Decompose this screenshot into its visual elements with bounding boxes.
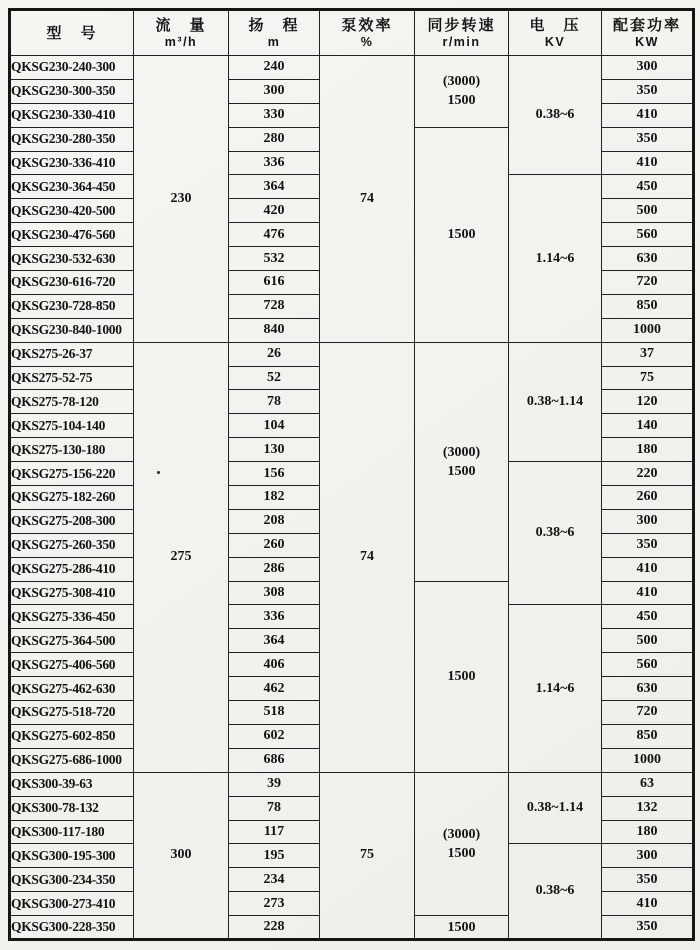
model-cell: QKSG300-234-350 xyxy=(10,868,134,892)
speed-value: (3000) xyxy=(442,74,481,90)
scan-speckle-dot xyxy=(157,471,160,474)
head-cell: 240 xyxy=(229,56,320,80)
header-speed-unit: r/min xyxy=(442,35,481,49)
head-cell: 78 xyxy=(229,796,320,820)
power-cell: 720 xyxy=(602,701,694,725)
model-cell: QKS275-52-75 xyxy=(10,366,134,390)
model-cell: QKS275-104-140 xyxy=(10,414,134,438)
head-cell: 406 xyxy=(229,653,320,677)
speed-value: 1500 xyxy=(447,669,476,685)
model-cell: QKSG275-208-300 xyxy=(10,509,134,533)
model-cell: QKSG275-260-350 xyxy=(10,533,134,557)
power-cell: 630 xyxy=(602,677,694,701)
power-cell: 720 xyxy=(602,271,694,295)
power-cell: 850 xyxy=(602,724,694,748)
speed-value: (3000) xyxy=(442,444,481,460)
header-power xyxy=(602,10,694,56)
head-cell: 616 xyxy=(229,271,320,295)
speed-cell xyxy=(415,581,509,772)
head-cell: 39 xyxy=(229,772,320,796)
speed-cell xyxy=(415,772,509,915)
power-cell: 37 xyxy=(602,342,694,366)
table-header xyxy=(10,10,694,56)
power-cell: 350 xyxy=(602,127,694,151)
voltage-cell: 1.14~6 xyxy=(509,175,602,342)
model-cell: QKS300-117-180 xyxy=(10,820,134,844)
head-cell: 78 xyxy=(229,390,320,414)
model-cell: QKSG275-336-450 xyxy=(10,605,134,629)
head-cell: 234 xyxy=(229,868,320,892)
speed-cell xyxy=(415,342,509,581)
head-cell: 300 xyxy=(229,79,320,103)
model-cell: QKS275-130-180 xyxy=(10,438,134,462)
header-power-unit: KW xyxy=(635,35,659,49)
header-flow-unit: m³/h xyxy=(164,35,198,49)
power-cell: 1000 xyxy=(602,748,694,772)
model-cell: QKSG230-364-450 xyxy=(10,175,134,199)
head-cell: 532 xyxy=(229,247,320,271)
header-voltage-label: 电 压 xyxy=(529,17,581,34)
speed-value: 1500 xyxy=(447,919,476,935)
speed-value: 1500 xyxy=(447,93,476,109)
model-cell: QKSG300-228-350 xyxy=(10,916,134,940)
model-cell: QKSG275-406-560 xyxy=(10,653,134,677)
power-cell: 850 xyxy=(602,294,694,318)
head-cell: 260 xyxy=(229,533,320,557)
power-cell: 63 xyxy=(602,772,694,796)
efficiency-cell: 74 xyxy=(320,342,415,772)
power-cell: 450 xyxy=(602,175,694,199)
power-cell: 450 xyxy=(602,605,694,629)
header-voltage-unit: KV xyxy=(544,35,566,49)
header-efficiency-unit: % xyxy=(360,35,374,49)
model-cell: QKSG230-300-350 xyxy=(10,79,134,103)
table-row xyxy=(10,772,694,796)
power-cell: 410 xyxy=(602,103,694,127)
model-cell: QKSG230-476-560 xyxy=(10,223,134,247)
model-cell: QKSG275-308-410 xyxy=(10,581,134,605)
model-cell: QKS275-26-37 xyxy=(10,342,134,366)
model-cell: QKSG275-182-260 xyxy=(10,486,134,510)
model-cell: QKSG230-336-410 xyxy=(10,151,134,175)
voltage-cell: 0.38~6 xyxy=(509,56,602,175)
header-head xyxy=(229,10,320,56)
head-cell: 26 xyxy=(229,342,320,366)
head-cell: 602 xyxy=(229,724,320,748)
power-cell: 410 xyxy=(602,151,694,175)
power-cell: 350 xyxy=(602,916,694,940)
table-row xyxy=(10,342,694,366)
header-flow-label: 流 量 xyxy=(155,17,207,34)
power-cell: 300 xyxy=(602,509,694,533)
voltage-cell: 0.38~1.14 xyxy=(509,772,602,844)
head-cell: 518 xyxy=(229,701,320,725)
model-cell: QKSG230-532-630 xyxy=(10,247,134,271)
head-cell: 104 xyxy=(229,414,320,438)
flow-cell: 275 xyxy=(134,342,229,772)
header-voltage xyxy=(509,10,602,56)
model-cell: QKSG275-156-220 xyxy=(10,462,134,486)
voltage-cell: 0.38~6 xyxy=(509,462,602,605)
head-cell: 686 xyxy=(229,748,320,772)
power-cell: 500 xyxy=(602,629,694,653)
speed-cell xyxy=(415,127,509,342)
power-cell: 140 xyxy=(602,414,694,438)
voltage-cell: 0.38~6 xyxy=(509,844,602,940)
speed-value: 1500 xyxy=(447,463,476,479)
power-cell: 260 xyxy=(602,486,694,510)
power-cell: 75 xyxy=(602,366,694,390)
head-cell: 476 xyxy=(229,223,320,247)
power-cell: 560 xyxy=(602,653,694,677)
model-cell: QKSG300-273-410 xyxy=(10,892,134,916)
head-cell: 462 xyxy=(229,677,320,701)
header-speed xyxy=(415,10,509,56)
head-cell: 840 xyxy=(229,318,320,342)
model-cell: QKSG275-686-1000 xyxy=(10,748,134,772)
head-cell: 336 xyxy=(229,605,320,629)
model-cell: QKSG230-616-720 xyxy=(10,271,134,295)
head-cell: 208 xyxy=(229,509,320,533)
model-cell: QKSG275-364-500 xyxy=(10,629,134,653)
model-cell: QKSG275-462-630 xyxy=(10,677,134,701)
flow-cell: 230 xyxy=(134,56,229,343)
model-cell: QKSG230-240-300 xyxy=(10,56,134,80)
model-cell: QKSG230-420-500 xyxy=(10,199,134,223)
head-cell: 336 xyxy=(229,151,320,175)
power-cell: 1000 xyxy=(602,318,694,342)
model-cell: QKS275-78-120 xyxy=(10,390,134,414)
header-model xyxy=(10,10,134,56)
head-cell: 330 xyxy=(229,103,320,127)
power-cell: 180 xyxy=(602,820,694,844)
header-flow xyxy=(134,10,229,56)
power-cell: 220 xyxy=(602,462,694,486)
head-cell: 195 xyxy=(229,844,320,868)
header-efficiency xyxy=(320,10,415,56)
power-cell: 300 xyxy=(602,844,694,868)
voltage-cell: 0.38~1.14 xyxy=(509,342,602,461)
header-power-label: 配套功率 xyxy=(612,17,681,34)
speed-value: 1500 xyxy=(447,845,476,861)
model-cell: QKSG230-840-1000 xyxy=(10,318,134,342)
efficiency-cell: 75 xyxy=(320,772,415,939)
head-cell: 364 xyxy=(229,175,320,199)
head-cell: 728 xyxy=(229,294,320,318)
table-body xyxy=(10,56,694,940)
power-cell: 500 xyxy=(602,199,694,223)
head-cell: 286 xyxy=(229,557,320,581)
model-cell: QKSG275-286-410 xyxy=(10,557,134,581)
head-cell: 420 xyxy=(229,199,320,223)
header-head-unit: m xyxy=(267,35,281,49)
model-cell: QKS300-39-63 xyxy=(10,772,134,796)
head-cell: 117 xyxy=(229,820,320,844)
model-cell: QKSG275-518-720 xyxy=(10,701,134,725)
pump-spec-table xyxy=(8,8,695,941)
power-cell: 350 xyxy=(602,533,694,557)
power-cell: 180 xyxy=(602,438,694,462)
model-cell: QKSG230-728-850 xyxy=(10,294,134,318)
head-cell: 228 xyxy=(229,916,320,940)
head-cell: 280 xyxy=(229,127,320,151)
power-cell: 410 xyxy=(602,892,694,916)
head-cell: 273 xyxy=(229,892,320,916)
power-cell: 630 xyxy=(602,247,694,271)
power-cell: 410 xyxy=(602,581,694,605)
power-cell: 350 xyxy=(602,868,694,892)
power-cell: 410 xyxy=(602,557,694,581)
head-cell: 308 xyxy=(229,581,320,605)
power-cell: 132 xyxy=(602,796,694,820)
speed-value: (3000) xyxy=(442,826,481,842)
model-cell: QKS300-78-132 xyxy=(10,796,134,820)
model-cell: QKSG300-195-300 xyxy=(10,844,134,868)
header-head-label: 扬 程 xyxy=(248,17,300,34)
power-cell: 120 xyxy=(602,390,694,414)
power-cell: 300 xyxy=(602,56,694,80)
speed-value: 1500 xyxy=(447,227,476,243)
power-cell: 560 xyxy=(602,223,694,247)
efficiency-cell: 74 xyxy=(320,56,415,343)
speed-cell xyxy=(415,56,509,128)
header-efficiency-label: 泵效率 xyxy=(341,17,393,34)
flow-cell: 300 xyxy=(134,772,229,939)
header-model-label: 型 号 xyxy=(46,24,98,42)
model-cell: QKSG230-330-410 xyxy=(10,103,134,127)
header-row xyxy=(10,10,694,56)
head-cell: 156 xyxy=(229,462,320,486)
head-cell: 130 xyxy=(229,438,320,462)
speed-cell xyxy=(415,916,509,940)
power-cell: 350 xyxy=(602,79,694,103)
head-cell: 182 xyxy=(229,486,320,510)
model-cell: QKSG275-602-850 xyxy=(10,724,134,748)
head-cell: 364 xyxy=(229,629,320,653)
model-cell: QKSG230-280-350 xyxy=(10,127,134,151)
table-row xyxy=(10,56,694,80)
head-cell: 52 xyxy=(229,366,320,390)
voltage-cell: 1.14~6 xyxy=(509,605,602,772)
header-speed-label: 同步转速 xyxy=(427,17,496,34)
